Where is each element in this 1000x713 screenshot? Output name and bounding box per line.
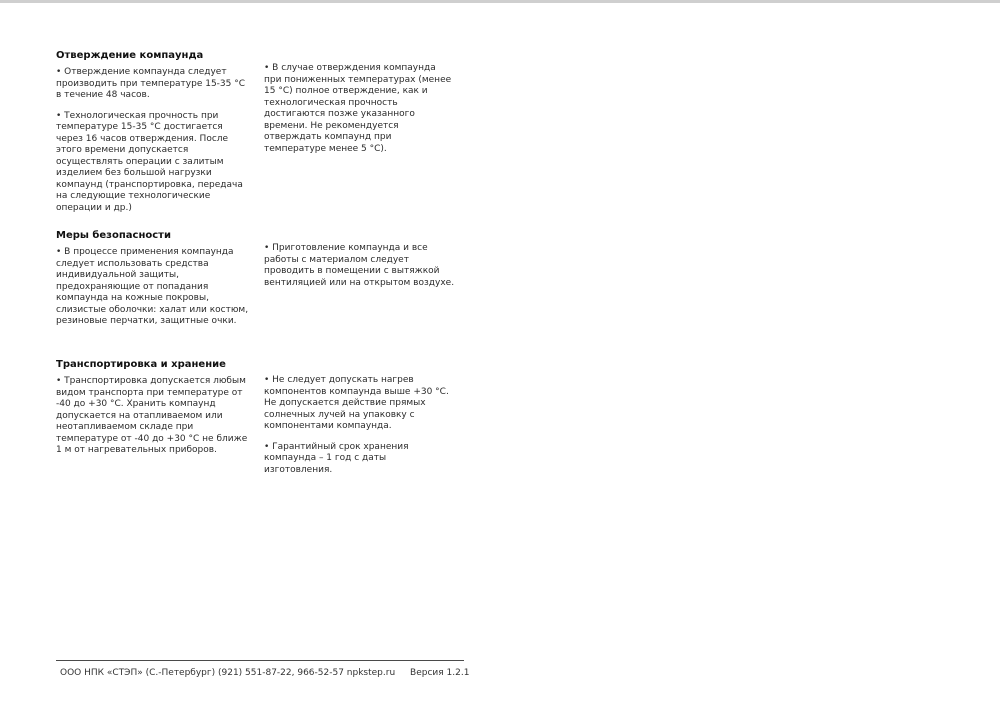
footer-company: ООО НПК «СТЭП» (С.-Петербург) (921) 551-87-22, 966-52-57 npkstep.ru <box>60 668 396 678</box>
section-storage <box>56 359 456 475</box>
storage-left-paragraph-1: • Транспортировка допускается любым видом транспорта при температуре от -40 до +30 °С. Хранить компаунд допускается на отапливаемом или неотапливаемом складе при температуре от -40 до +30 °С не ближе 1 м от нагревательных приборов. <box>56 376 248 455</box>
curing-left-column <box>56 67 252 223</box>
section-title-curing: Отверждение компаунда <box>56 50 204 61</box>
safety-left-column <box>56 247 252 337</box>
curing-left-paragraph-1: • Отверждение компаунда следует производить при температуре 15-35 °С в течение 48 часов. <box>56 67 246 100</box>
section-safety <box>56 230 456 326</box>
section-curing <box>56 50 456 213</box>
storage-right-column <box>264 375 456 485</box>
storage-left-column <box>56 376 252 466</box>
footer <box>60 668 470 678</box>
footer-version: Версия 1.2.1 <box>410 668 470 678</box>
curing-right-paragraph-1: • В случае отверждения компаунда при пониженных температурах (менее 15 °С) полное отверждение, как и технологическая прочность достигаются позже указанного времени. Не рекомендуется отверждать компаунд при температуре менее 5 °С). <box>264 63 452 154</box>
curing-right-column <box>264 63 456 164</box>
safety-right-column <box>264 243 456 298</box>
safety-right-paragraph-1: • Приготовление компаунда и все работы с материалом следует проводить в помещении с вытяжкой вентиляцией или на открытом воздухе. <box>264 243 455 288</box>
section-title-storage: Транспортировка и хранение <box>56 359 226 370</box>
section-title-safety: Меры безопасности <box>56 230 171 241</box>
storage-right-paragraph-1: • Не следует допускать нагрев компонентов компаунда выше +30 °С. Не допускается действие прямых солнечных лучей на упаковку с компонентами компаунда. <box>264 375 449 431</box>
curing-left-paragraph-2: • Технологическая прочность при температуре 15-35 °С достигается через 16 часов отверждения. После этого времени допускается осуществлять операции с залитым изделием без большой нагрузки компаунд (транспортировка, передача на следующие технологические операции и др.) <box>56 110 243 213</box>
safety-left-paragraph-1: • В процессе применения компаунда следует использовать средства индивидуальной защиты, предохраняющие от попадания компаунда на кожные покровы, слизистые оболочки: халат или костюм, резиновые перчатки, защитные очки. <box>56 247 249 326</box>
storage-right-paragraph-2: • Гарантийный срок хранения компаунда – 1 год с даты изготовления. <box>264 441 409 475</box>
footer-divider <box>56 660 464 661</box>
